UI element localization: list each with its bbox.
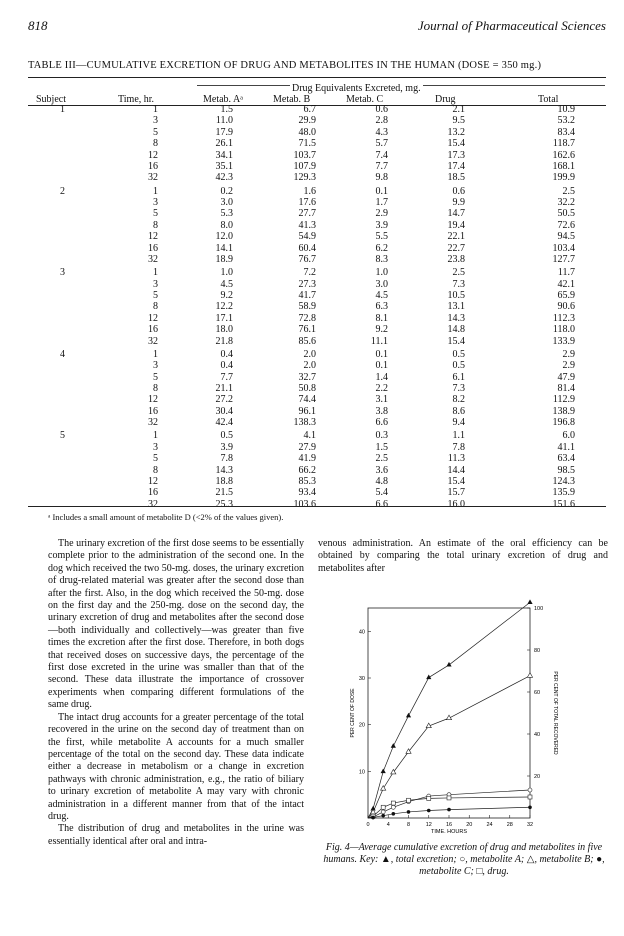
table-cell: 32 xyxy=(148,498,158,510)
table-cell: 53.2 xyxy=(557,115,575,127)
table-cell: 18.0 xyxy=(215,324,233,336)
table-cell: 5.5 xyxy=(375,231,388,243)
y-left-tick-label: 20 xyxy=(358,722,365,729)
table-cell: 107.9 xyxy=(293,161,316,172)
subject-label: 5 xyxy=(60,430,65,442)
col-header-subject: Subject xyxy=(36,94,66,105)
table-cell: 2.5 xyxy=(375,453,388,465)
table-cell: 16 xyxy=(148,242,158,254)
table-cell: 1.5 xyxy=(375,441,388,453)
journal-name: Journal of Pharmaceutical Sciences xyxy=(417,18,606,33)
table-cell: 54.9 xyxy=(298,231,316,243)
table-cell: 7.2 xyxy=(303,267,316,279)
table-cell: 138.3 xyxy=(293,417,316,429)
x-axis-label: TIME, HOURS xyxy=(430,829,468,833)
table-cell: 17.4 xyxy=(447,161,465,172)
table-cell: 3.6 xyxy=(375,464,388,476)
table-cell: 76.7 xyxy=(298,254,316,265)
table-cell: 133.9 xyxy=(552,335,575,347)
table-cell: 0.5 xyxy=(452,360,465,372)
table-cell: 74.4 xyxy=(298,394,316,406)
table-cell: 32 xyxy=(148,172,158,184)
data-point xyxy=(427,809,431,813)
data-point xyxy=(371,816,375,820)
table-cell: 0.3 xyxy=(375,430,388,442)
table-cell: 3.0 xyxy=(375,278,388,290)
table-cell: 41.7 xyxy=(298,290,316,301)
y-right-tick-label: 80 xyxy=(534,648,541,654)
data-point xyxy=(426,675,431,680)
table-cell: 2.9 xyxy=(562,360,575,372)
table-cell: 1.4 xyxy=(375,371,388,383)
table-cell: 19.4 xyxy=(447,219,465,231)
table-cell: 129.3 xyxy=(293,172,316,184)
table-cell: 1 xyxy=(153,430,158,442)
page-number: 818 xyxy=(28,18,48,33)
table-cell: 3 xyxy=(153,197,158,208)
table-cell: 5 xyxy=(153,371,158,383)
data-point xyxy=(381,769,386,774)
table-cell: 7.3 xyxy=(452,278,465,290)
table-cell: 3 xyxy=(153,115,158,127)
col-header-time: Time, hr. xyxy=(118,94,155,105)
table-cell: 96.1 xyxy=(298,405,316,417)
table-bottom-rule xyxy=(28,506,606,507)
table-cell: 11.1 xyxy=(370,335,388,347)
x-tick-label: 8 xyxy=(406,822,411,828)
table-cell: 9.4 xyxy=(452,417,465,429)
table-cell: 50.8 xyxy=(298,383,316,394)
y-right-tick-label: 60 xyxy=(534,690,541,696)
table-cell: 7.8 xyxy=(452,441,465,453)
table-cell: 0.5 xyxy=(220,430,233,442)
table-cell: 135.9 xyxy=(552,487,575,499)
table-cell: 16 xyxy=(148,161,158,172)
table-header-rule xyxy=(28,105,606,106)
table-cell: 41.1 xyxy=(557,441,575,453)
table-cell: 25.3 xyxy=(215,498,233,510)
table-cell: 151.6 xyxy=(552,498,575,510)
subject-label: 2 xyxy=(60,185,65,197)
table-cell: 42.4 xyxy=(215,417,233,429)
table-cell: 3 xyxy=(153,360,158,372)
table-cell: 103.4 xyxy=(552,242,575,254)
table-cell: 15.4 xyxy=(447,476,465,487)
table-cell: 124.3 xyxy=(552,476,575,487)
table-cell: 16.0 xyxy=(447,498,465,510)
table-cell: 4.3 xyxy=(375,126,388,138)
x-tick-label: 0 xyxy=(366,822,370,828)
table-cell: 8.6 xyxy=(452,405,465,417)
paragraph-1: The urinary excretion of the first dose seems to be essentially complete prior to the administration of the second one. In the dog which received the two 50-mg. doses, the urinary excretion of drug-related material was greater after the second dose than after the first. Also, in the dog which received the 50-mg. dose on the first day and the 250-mg. dose on the second day, the urinary excretion of drug and metabolites after the second dose—both individually and collectively—was greater than five times the excretion after the first dose. Therefore, in both dogs that received doses on successive days, the percentage of the first dose excreted in the urine was smaller than that of the second. These data illustrate the importance of crossover experiments when comparing different formulations of the same drug. xyxy=(48,538,304,711)
table-cell: 5 xyxy=(153,208,158,220)
table-cell: 14.1 xyxy=(215,242,233,254)
table-cell: 0.1 xyxy=(375,348,388,360)
table-cell: 0.1 xyxy=(375,185,388,197)
table-cell: 8.3 xyxy=(375,254,388,265)
table-cell: 42.1 xyxy=(557,278,575,290)
table-cell: 58.9 xyxy=(298,301,316,313)
table-cell: 4.1 xyxy=(303,430,316,442)
paragraph-4: venous administration. An estimate of the oral efficiency can be obtained by comparing the total urinary excretion of drug and metabolites after xyxy=(318,538,608,574)
table-cell: 15.4 xyxy=(447,138,465,150)
table-cell: 12 xyxy=(148,476,158,487)
table-cell: 3.1 xyxy=(375,394,388,406)
table-cell: 8.1 xyxy=(375,312,388,324)
table-cell: 3.9 xyxy=(220,441,233,453)
table-cell: 1 xyxy=(153,104,158,115)
x-tick-label: 24 xyxy=(486,822,493,828)
table-cell: 50.5 xyxy=(557,208,575,220)
table-cell: 8.0 xyxy=(220,219,233,231)
table-cell: 17.3 xyxy=(447,149,465,161)
x-tick-label: 20 xyxy=(466,822,473,828)
data-point xyxy=(527,673,532,678)
table-cell: 3.8 xyxy=(375,405,388,417)
table-cell: 7.4 xyxy=(375,149,388,161)
data-point xyxy=(447,796,451,800)
table-cell: 5.7 xyxy=(375,138,388,150)
table-cell: 4.5 xyxy=(375,290,388,301)
subject-label: 1 xyxy=(60,104,65,115)
table-cell: 9.9 xyxy=(452,197,465,208)
table-cell: 13.2 xyxy=(447,126,465,138)
table-cell: 2.9 xyxy=(562,348,575,360)
table-cell: 17.9 xyxy=(215,126,233,138)
table-cell: 14.3 xyxy=(215,464,233,476)
data-point xyxy=(381,805,385,809)
table-cell: 27.3 xyxy=(298,278,316,290)
table-cell: 93.4 xyxy=(298,487,316,499)
y-right-tick-label: 40 xyxy=(534,732,541,738)
table-cell: 1.0 xyxy=(375,267,388,279)
table-cell: 41.3 xyxy=(298,219,316,231)
right-text-column xyxy=(318,538,608,575)
table-cell: 32.7 xyxy=(298,371,316,383)
table-cell: 29.9 xyxy=(298,115,316,127)
col-header-metab-c: Metab. C xyxy=(346,94,384,105)
table-cell: 81.4 xyxy=(557,383,575,394)
y-left-tick-label: 40 xyxy=(358,629,365,636)
x-tick-label: 28 xyxy=(506,822,513,828)
data-point xyxy=(391,801,395,805)
table-cell: 94.5 xyxy=(557,231,575,243)
table-cell: 5 xyxy=(153,453,158,465)
table-cell: 72.6 xyxy=(557,219,575,231)
table-cell: 5 xyxy=(153,126,158,138)
table-cell: 2.0 xyxy=(303,360,316,372)
table-cell: 60.4 xyxy=(298,242,316,254)
table-cell: 4.8 xyxy=(375,476,388,487)
table-cell: 6.7 xyxy=(303,104,316,115)
table-cell: 85.3 xyxy=(298,476,316,487)
table-cell: 1.5 xyxy=(220,104,233,115)
table-cell: 199.9 xyxy=(552,172,575,184)
table-cell: 11.0 xyxy=(215,115,233,127)
table-cell: 72.8 xyxy=(298,312,316,324)
table-cell: 2.9 xyxy=(375,208,388,220)
table-cell: 6.0 xyxy=(562,430,575,442)
table-cell: 162.6 xyxy=(552,149,575,161)
table-cell: 118.7 xyxy=(552,138,575,150)
data-point xyxy=(381,810,385,814)
table-cell: 66.2 xyxy=(298,464,316,476)
table-cell: 14.7 xyxy=(447,208,465,220)
table-cell: 22.1 xyxy=(447,231,465,243)
table-cell: 11.3 xyxy=(447,453,465,465)
table-cell: 2.5 xyxy=(452,267,465,279)
y-left-tick-label: 10 xyxy=(358,769,365,776)
table-cell: 14.4 xyxy=(447,464,465,476)
table-cell: 112.9 xyxy=(552,394,575,406)
table-cell: 9.2 xyxy=(375,324,388,336)
table-cell: 65.9 xyxy=(557,290,575,301)
table-cell: 22.7 xyxy=(447,242,465,254)
table-cell: 63.4 xyxy=(557,453,575,465)
table-cell: 12 xyxy=(148,231,158,243)
table-cell: 12 xyxy=(148,394,158,406)
table-cell: 2.8 xyxy=(375,115,388,127)
table-cell: 16 xyxy=(148,324,158,336)
table-cell: 18.5 xyxy=(447,172,465,184)
col-header-total: Total xyxy=(538,94,559,105)
y-right-axis-label: PER CENT OF TOTAL RECOVERED xyxy=(552,671,558,755)
table-cell: 0.6 xyxy=(375,104,388,115)
table-cell: 8.2 xyxy=(452,394,465,406)
table-cell: 6.6 xyxy=(375,417,388,429)
data-point xyxy=(391,805,395,809)
col-header-drug: Drug xyxy=(435,94,456,105)
table-cell: 17.1 xyxy=(215,312,233,324)
span-header: Drug Equivalents Excreted, mg. xyxy=(292,83,421,94)
left-text-column xyxy=(48,538,304,848)
table-cell: 118.0 xyxy=(552,324,575,336)
data-point xyxy=(528,788,532,792)
table-cell: 14.8 xyxy=(447,324,465,336)
data-point xyxy=(427,796,431,800)
col-header-metab-b: Metab. B xyxy=(273,94,311,105)
subject-label: 4 xyxy=(60,348,65,360)
table-cell: 16 xyxy=(148,487,158,499)
table-cell: 41.9 xyxy=(298,453,316,465)
table-cell: 6.3 xyxy=(375,301,388,313)
table-cell: 76.1 xyxy=(298,324,316,336)
table-cell: 2.2 xyxy=(375,383,388,394)
table-cell: 13.1 xyxy=(447,301,465,313)
table-cell: 7.7 xyxy=(220,371,233,383)
data-point xyxy=(381,814,385,818)
table-cell: 8 xyxy=(153,219,158,231)
table-cell: 5.4 xyxy=(375,487,388,499)
paragraph-2: The intact drug accounts for a greater percentage of the total recovered in the urine on the second day of treatment than on the first, while metabolite A accounts for a much smaller percentage of the total on the second day. These data indicate either a decrease in metabolism or a change in excretion pathways with chronic administration, e.g., the ratio of biliary to urinary excretion of metabolite A may vary with chronic administration in a different manner from that of the intact drug. xyxy=(48,711,304,822)
table-cell: 3 xyxy=(153,278,158,290)
table-caption: TABLE III—CUMULATIVE EXCRETION OF DRUG AND METABOLITES IN THE HUMAN (DOSE = 350 mg.) xyxy=(28,60,542,71)
table-cell: 2.5 xyxy=(562,185,575,197)
figure-caption: Fig. 4—Average cumulative excretion of drug and metabolites in five humans. Key: ▲, total excretion; ○, metabolite A; △, metabolite B; ●, metabolite C; □, drug. xyxy=(323,842,605,877)
table-cell: 30.4 xyxy=(215,405,233,417)
table-cell: 35.1 xyxy=(215,161,233,172)
table-cell: 6.1 xyxy=(452,371,465,383)
table-cell: 0.5 xyxy=(452,348,465,360)
x-tick-label: 4 xyxy=(386,822,390,828)
table-cell: 9.2 xyxy=(220,290,233,301)
table-cell: 27.2 xyxy=(215,394,233,406)
table-cell: 47.9 xyxy=(557,371,575,383)
y-left-tick-label: 30 xyxy=(358,676,365,682)
table-cell: 138.9 xyxy=(552,405,575,417)
table-cell: 112.3 xyxy=(552,312,575,324)
plot-frame xyxy=(368,608,530,818)
table-cell: 1 xyxy=(153,267,158,279)
table-cell: 103.7 xyxy=(293,149,316,161)
x-tick-label: 16 xyxy=(445,822,453,828)
table-cell: 85.6 xyxy=(298,335,316,347)
x-tick-label: 12 xyxy=(425,822,432,828)
table-cell: 42.3 xyxy=(215,172,233,184)
table-cell: 18.9 xyxy=(215,254,233,265)
data-point xyxy=(391,743,396,748)
table-cell: 127.7 xyxy=(552,254,575,265)
figure-4-chart xyxy=(330,598,570,833)
table-cell: 103.6 xyxy=(293,498,316,510)
table-cell: 1.1 xyxy=(452,430,465,442)
table-cell: 2.1 xyxy=(452,104,465,115)
table-cell: 21.8 xyxy=(215,335,233,347)
table-cell: 12 xyxy=(148,312,158,324)
table-cell: 17.6 xyxy=(298,197,316,208)
table-cell: 98.5 xyxy=(557,464,575,476)
table-cell: 12.2 xyxy=(215,301,233,313)
x-tick-label: 32 xyxy=(526,822,534,828)
series-line xyxy=(368,602,530,818)
subject-label: 3 xyxy=(60,267,65,279)
table-cell: 16 xyxy=(148,405,158,417)
table-cell: 27.9 xyxy=(298,441,316,453)
data-point xyxy=(407,810,411,814)
table-cell: 7.3 xyxy=(452,383,465,394)
table-cell: 1 xyxy=(153,185,158,197)
table-cell: 12 xyxy=(148,149,158,161)
table-cell: 6.2 xyxy=(375,242,388,254)
table-cell: 83.4 xyxy=(557,126,575,138)
table-cell: 32.2 xyxy=(557,197,575,208)
table-cell: 1.7 xyxy=(375,197,388,208)
table-cell: 6.6 xyxy=(375,498,388,510)
y-right-tick-label: 20 xyxy=(534,774,541,780)
table-cell: 5.3 xyxy=(220,208,233,220)
data-point xyxy=(447,808,451,812)
table-cell: 32 xyxy=(148,335,158,347)
data-point xyxy=(406,713,411,718)
table-cell: 7.8 xyxy=(220,453,233,465)
col-header-metab-a: Metab. Aᵃ xyxy=(203,94,243,105)
table-cell: 1 xyxy=(153,348,158,360)
table-cell: 196.8 xyxy=(552,417,575,429)
table-cell: 15.4 xyxy=(447,335,465,347)
table-cell: 2.0 xyxy=(303,348,316,360)
table-cell: 8 xyxy=(153,383,158,394)
table-cell: 21.5 xyxy=(215,487,233,499)
table-cell: 23.8 xyxy=(447,254,465,265)
data-point xyxy=(446,662,451,667)
table-cell: 7.7 xyxy=(375,161,388,172)
table-cell: 3.9 xyxy=(375,219,388,231)
data-point xyxy=(528,795,532,799)
table-cell: 32 xyxy=(148,417,158,429)
table-cell: 12.0 xyxy=(215,231,233,243)
data-point xyxy=(527,599,532,604)
data-point xyxy=(392,812,396,816)
table-cell: 1.0 xyxy=(220,267,233,279)
table-cell: 0.1 xyxy=(375,360,388,372)
table-cell: 14.3 xyxy=(447,312,465,324)
table-cell: 90.6 xyxy=(557,301,575,313)
table-cell: 15.7 xyxy=(447,487,465,499)
table-top-rule xyxy=(28,77,606,78)
table-cell: 10.9 xyxy=(557,104,575,115)
table-cell: 3 xyxy=(153,441,158,453)
table-cell: 0.6 xyxy=(452,185,465,197)
paragraph-3: The distribution of drug and metabolites in the urine was essentially identical after oral and intra- xyxy=(48,823,304,847)
table-cell: 21.1 xyxy=(215,383,233,394)
table-cell: 0.4 xyxy=(220,348,233,360)
data-point xyxy=(528,805,532,809)
table-cell: 0.2 xyxy=(220,185,233,197)
table-cell: 4.5 xyxy=(220,278,233,290)
table-cell: 48.0 xyxy=(298,126,316,138)
table-cell: 9.5 xyxy=(452,115,465,127)
table-footnote: ᵃ Includes a small amount of metabolite D (<2% of the values given). xyxy=(48,512,284,522)
y-right-tick-label: 100 xyxy=(534,606,544,612)
table-cell: 9.8 xyxy=(375,172,388,184)
table-cell: 34.1 xyxy=(215,149,233,161)
table-cell: 10.5 xyxy=(447,290,465,301)
table-cell: 168.1 xyxy=(552,161,575,172)
table-cell: 8 xyxy=(153,464,158,476)
table-cell: 27.7 xyxy=(298,208,316,220)
table-cell: 11.7 xyxy=(557,267,575,279)
table-cell: 0.4 xyxy=(220,360,233,372)
y-left-axis-label: PER CENT OF DOSE xyxy=(350,688,356,738)
table-cell: 26.1 xyxy=(215,138,233,150)
table-cell: 3.0 xyxy=(220,197,233,208)
data-point xyxy=(407,798,411,802)
table-cell: 8 xyxy=(153,138,158,150)
table-cell: 71.5 xyxy=(298,138,316,150)
table-cell: 5 xyxy=(153,290,158,301)
table-cell: 1.6 xyxy=(303,185,316,197)
table-cell: 8 xyxy=(153,301,158,313)
table-cell: 18.8 xyxy=(215,476,233,487)
table-cell: 32 xyxy=(148,254,158,265)
